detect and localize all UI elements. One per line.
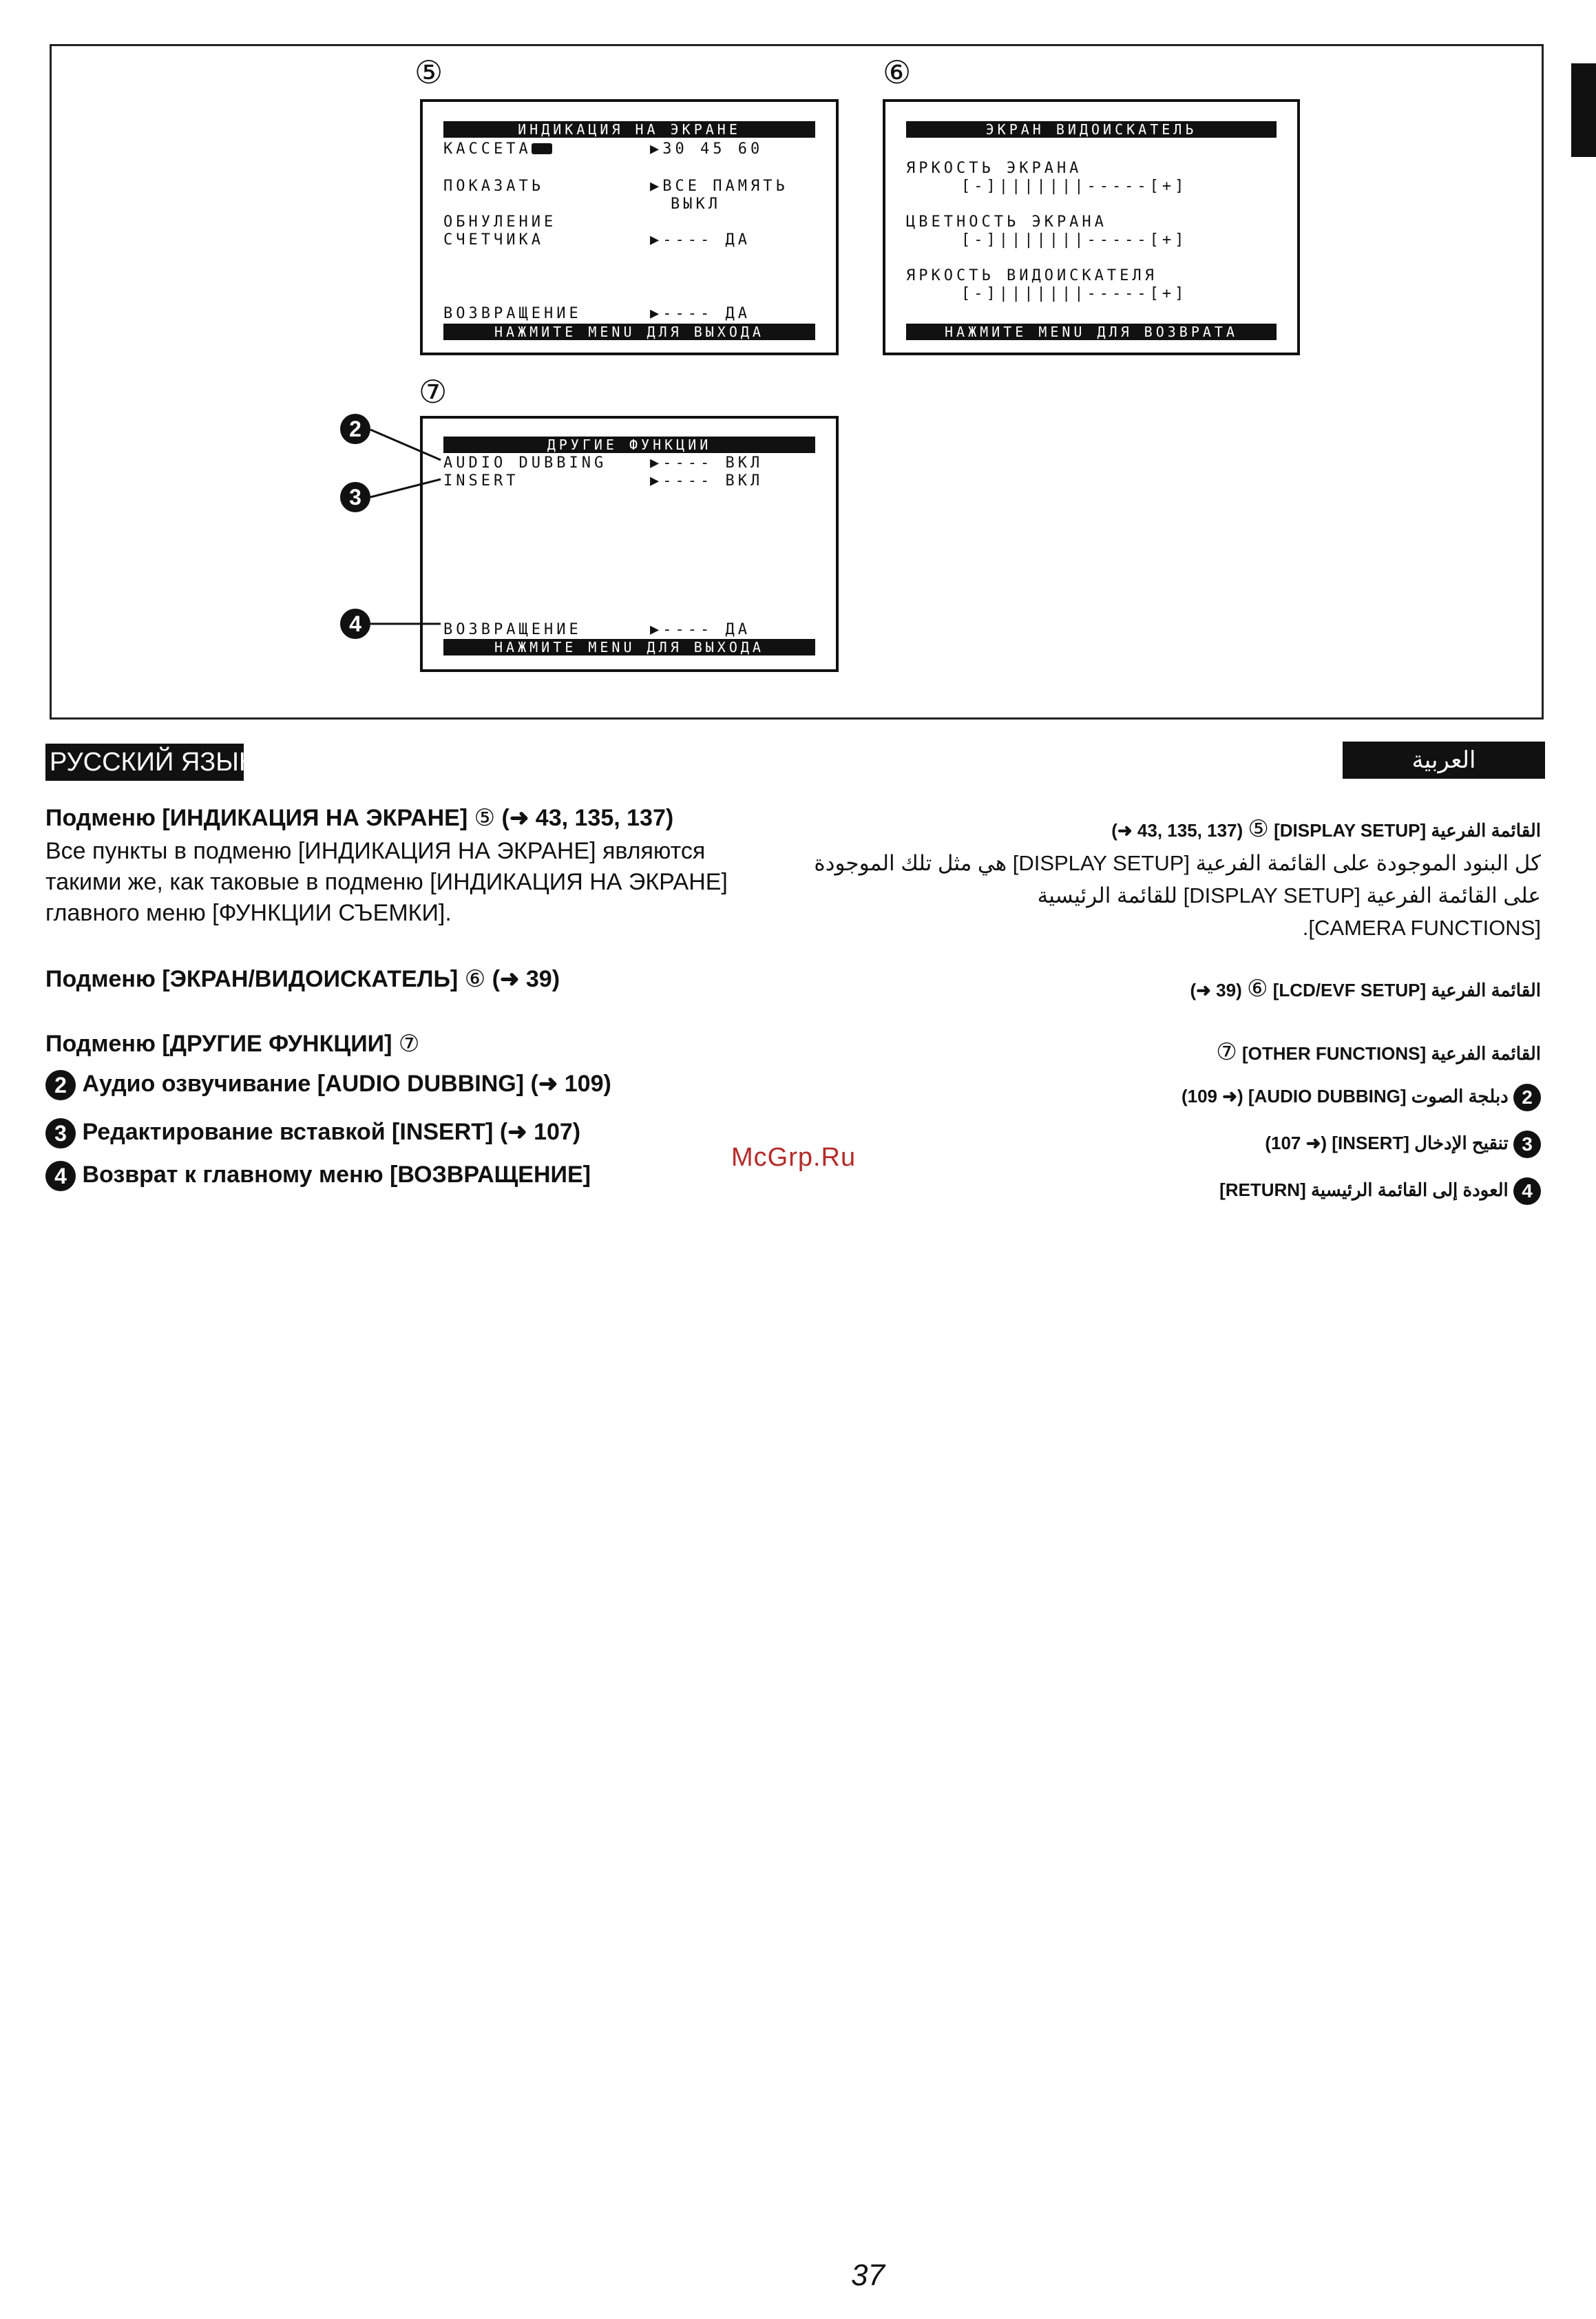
ar-section1-heading: القائمة الفرعية [DISPLAY SETUP] ⑤ (➜ 43, 135, 137) [1111, 815, 1541, 843]
callout-2: 2 [340, 414, 370, 444]
ru-item3: 3 Редактирование вставкой [INSERT] (➜ 107) [45, 1118, 580, 1148]
ar-item4: 4 العودة إلى القائمة الرئيسية [RETURN] [1219, 1177, 1541, 1205]
menu5-footer: НАЖМИТЕ MENU ДЛЯ ВЫХОДА [443, 324, 815, 340]
menu6-footer: НАЖМИТЕ MENU ДЛЯ ВОЗВРАТА [906, 324, 1277, 340]
arabic-language-header: العربية [1343, 742, 1545, 779]
ru-section3-heading: Подменю [ДРУГИЕ ФУНКЦИИ] ⑦ [45, 1030, 420, 1058]
ar-section1-line1: كل البنود الموجودة على القائمة الفرعية [DISPLAY SETUP] هي مثل تلك الموجودة [814, 851, 1541, 875]
menu6-item2-label: ЦВЕТНОСТЬ ЭКРАНА [906, 213, 1107, 231]
menu7-row3-label: ВОЗВРАЩЕНИЕ [443, 621, 582, 638]
watermark: McGrp.Ru [731, 1143, 857, 1172]
menu6-item3-bar: [-]|||||||-----[+] [961, 285, 1188, 302]
page-number: 37 [851, 2258, 885, 2292]
russian-language-header: РУССКИЙ ЯЗЫК [45, 744, 244, 781]
menu5-row2-label: ПОКАЗАТЬ [443, 178, 544, 195]
ar-section1-line2: على القائمة الفرعية [DISPLAY SETUP] للقائمة الرئيسية [1037, 883, 1541, 907]
callout-3: 3 [340, 482, 370, 512]
menu5-row1-value: ▶30 45 60 [650, 140, 764, 158]
ar-section2-heading: القائمة الفرعية [LCD/EVF SETUP] ⑥ (➜ 39) [1190, 975, 1541, 1003]
menu5-row1-label: КАССЕТА [443, 140, 552, 158]
callout2-line [370, 430, 441, 460]
ar-section2-circle: ⑥ [1246, 975, 1268, 1003]
ru-section1-line1: Все пункты в подменю [ИНДИКАЦИЯ НА ЭКРАНЕ] являются [45, 838, 706, 864]
ar-item2-number: 2 [1513, 1084, 1541, 1111]
ar-section3-circle: ⑦ [1216, 1038, 1237, 1066]
menu5-title: ИНДИКАЦИЯ НА ЭКРАНЕ [443, 121, 815, 138]
ru-item4-number: 4 [45, 1161, 76, 1191]
ar-section1-circle: ⑤ [1248, 815, 1269, 843]
menu5-row3-value: ▶---- ДА [650, 231, 750, 249]
callout3-line [370, 479, 441, 497]
menu7-footer: НАЖМИТЕ MENU ДЛЯ ВЫХОДА [443, 639, 815, 655]
menu7-row3-value: ▶---- ДА [650, 621, 750, 638]
ru-section3-circle: ⑦ [398, 1030, 420, 1058]
menu5-row4-label: ВОЗВРАЩЕНИЕ [443, 305, 582, 322]
ru-section1-line3: главного меню [ФУНКЦИИ СЪЕМКИ]. [45, 900, 452, 926]
ru-section2-heading: Подменю [ЭКРАН/ВИДОИСКАТЕЛЬ] ⑥ (➜ 39) [45, 965, 560, 993]
callout-4: 4 [340, 609, 370, 639]
ru-item4: 4 Возврат к главному меню [ВОЗВРАЩЕНИЕ] [45, 1161, 591, 1191]
menu6-title: ЭКРАН ВИДОИСКАТЕЛЬ [906, 121, 1277, 138]
ar-item4-number: 4 [1513, 1177, 1541, 1205]
ru-item2: 2 Аудио озвучивание [AUDIO DUBBING] (➜ 109) [45, 1070, 611, 1100]
menu5-row3-label: ОБНУЛЕНИЕ [443, 213, 557, 231]
menu7-row1-label: AUDIO DUBBING [443, 454, 607, 472]
menu6-item1-bar: [-]|||||||-----[+] [961, 178, 1188, 195]
menu5-row4-value: ▶---- ДА [650, 305, 750, 322]
ru-item3-number: 3 [45, 1118, 76, 1148]
menu6-item1-label: ЯРКОСТЬ ЭКРАНА [906, 160, 1082, 177]
menu5-row2-value: ▶ВСЕ ПАМЯТЬ [650, 178, 788, 195]
menu6-item2-bar: [-]|||||||-----[+] [961, 231, 1188, 249]
menu7-title: ДРУГИЕ ФУНКЦИИ [443, 437, 815, 453]
menu7-row2-value: ▶---- ВКЛ [650, 472, 764, 490]
menu6-item3-label: ЯРКОСТЬ ВИДОИСКАТЕЛЯ [906, 267, 1157, 284]
menu6-number: ⑥ [883, 54, 912, 91]
menu7-number: ⑦ [419, 373, 448, 410]
ar-section3-heading: القائمة الفرعية [OTHER FUNCTIONS] ⑦ [1216, 1038, 1541, 1066]
ar-item3: 3 تنقيح الإدخال [INSERT] (➜ 107) [1265, 1131, 1541, 1158]
menu5-row2-value-off: ВЫКЛ [671, 196, 721, 213]
ar-item2: 2 دبلجة الصوت [AUDIO DUBBING] (➜ 109) [1182, 1084, 1541, 1111]
ru-section1-circle: ⑤ [474, 804, 496, 832]
ru-section1-line2: такими же, как таковые в подменю [ИНДИКАЦИЯ НА ЭКРАНЕ] [45, 869, 728, 895]
menu5-row3-label-b: СЧЕТЧИКА [443, 231, 544, 249]
ru-section1-heading: Подменю [ИНДИКАЦИЯ НА ЭКРАНЕ] ⑤ (➜ 43, 135, 137) [45, 804, 674, 832]
menu5-number: ⑤ [414, 54, 443, 91]
ru-section2-circle: ⑥ [464, 965, 486, 993]
menu7-row1-value: ▶---- ВКЛ [650, 454, 764, 472]
ar-item3-number: 3 [1513, 1131, 1541, 1158]
ar-section1-line3: .[CAMERA FUNCTIONS] [1302, 916, 1541, 940]
menu7-row2-label: INSERT [443, 472, 519, 490]
ru-item2-number: 2 [45, 1070, 76, 1100]
